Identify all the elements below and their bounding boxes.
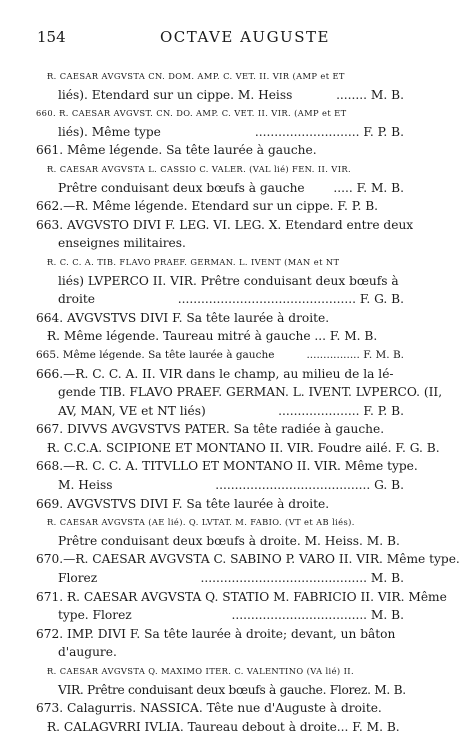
line-text: liés) LVPERCO II. VIR. Prêtre conduisant deux bœufs à	[58, 273, 399, 288]
line-text: 665. Même légende. Sa tête laurée à gauche	[36, 348, 275, 361]
text-line	[36, 718, 404, 737]
text-line	[36, 420, 404, 439]
text-line	[36, 216, 414, 235]
line-text: 666.—Ɍ. C. C. A. II. VIR dans le champ, au milieu de la lé-	[36, 366, 394, 381]
line-text: Florez	[58, 571, 98, 586]
line-text: 672. IMP. DIVI F. Sa tête laurée à droite; devant, un bâton	[36, 626, 396, 641]
line-text: Ɍ. CAESAR AVGVSTA (AE lié). Q. LVTAT. M. FABIO. (VT et AB liés).	[47, 517, 355, 528]
line-text: type. Florez	[58, 608, 132, 623]
line-text: 668.—Ɍ. C. C. A. TITVLLO ET MONTANO II. VIR. Même type.	[36, 459, 418, 474]
text-line	[36, 606, 404, 625]
line-text: VIR. Prêtre conduisant deux bœufs à gauche. Florez. M. B.	[58, 682, 406, 697]
text-line	[36, 495, 404, 514]
line-text: 660. Ɍ. CAESAR AVGVST. CN. DO. AMP. C. VET. II. VIR. (AMP et ET	[36, 108, 347, 119]
text-line	[36, 272, 404, 291]
catalogue-text	[36, 67, 460, 736]
text-line	[36, 104, 404, 123]
page-header	[0, 28, 446, 50]
line-text: 662.—Ɍ. Même légende. Etendard sur un cippe. F. P. B.	[36, 199, 379, 214]
line-text: 671. Ɍ. CAESAR AVGVSTA Q. STATIO M. FABRICIO II. VIR. Même	[36, 589, 447, 604]
text-line	[36, 532, 404, 551]
line-reference: ........ M. B.	[333, 86, 404, 105]
line-text: 667. DIVVS AVGVSTVS PATER. Sa tête radiée à gauche.	[36, 422, 385, 437]
line-reference: ................ F. M. B.	[303, 346, 404, 365]
line-text: liés). Même type	[58, 124, 161, 139]
text-line	[36, 681, 404, 700]
text-line	[36, 699, 404, 718]
text-line	[36, 550, 460, 569]
line-text: AV, MAN, VE et NT liés)	[58, 403, 206, 418]
line-reference: ........................................ G. B.	[212, 476, 404, 495]
line-text: Ɍ. CAESAR AVGVSTA L. CASSIO C. VALER. (VAL lié) FEN. II. VIR.	[47, 163, 352, 174]
text-line	[36, 141, 404, 160]
text-line	[36, 234, 404, 253]
text-line	[36, 160, 404, 179]
text-line	[36, 346, 404, 365]
text-line	[36, 86, 404, 105]
text-line	[36, 625, 404, 644]
line-reference: .............................................. F. G. B.	[175, 290, 404, 309]
page-number: 154	[37, 28, 66, 46]
text-line	[36, 253, 404, 272]
line-text: Ɍ. Même légende. Taureau mitré à gauche ... F. M. B.	[47, 329, 378, 344]
text-line	[36, 383, 443, 402]
text-line	[36, 662, 404, 681]
text-line	[36, 123, 404, 142]
line-reference: ........................... F. P. B.	[252, 123, 404, 142]
text-line	[36, 457, 418, 476]
line-text: Prêtre conduisant deux bœufs à droite. M. Heiss. M. B.	[58, 533, 400, 548]
text-line	[36, 290, 404, 309]
line-text: Ɍ. C.C.A. SCIPIONE ET MONTANO II. VIR. Foudre ailé. F. G. B.	[47, 440, 440, 455]
text-line	[36, 588, 447, 607]
line-text: Prêtre conduisant deux bœufs à gauche	[58, 180, 305, 195]
text-line	[36, 402, 404, 421]
text-line	[36, 309, 404, 328]
line-text: liés). Etendard sur un cippe. M. Heiss	[58, 87, 293, 102]
text-line	[36, 179, 404, 198]
line-text: Ɍ. C. C. A. TIB. FLAVO PRAEF. GERMAN. L. IVENT (MAN et NT	[47, 256, 340, 267]
line-reference: ........................................... M. B.	[197, 569, 404, 588]
line-text: enseignes militaires.	[58, 236, 186, 251]
line-text: Ɍ. CALAGVRRI IVLIA. Taureau debout à droite... F. M. B.	[47, 719, 400, 734]
text-line	[36, 476, 404, 495]
line-reference: ..... F. M. B.	[330, 179, 404, 198]
line-text: droite	[58, 292, 95, 307]
text-line	[36, 513, 404, 532]
text-line	[36, 67, 404, 86]
running-title: OCTAVE AUGUSTE	[160, 28, 330, 46]
line-text: M. Heiss	[58, 478, 113, 493]
line-text: 663. AVGVSTO DIVI F. LEG. VI. LEG. X. Etendard entre deux	[36, 217, 414, 232]
line-text: 673. Calagurris. NASSICA. Tête nue d'Auguste à droite.	[36, 701, 382, 716]
line-reference: ..................... F. P. B.	[275, 402, 404, 421]
text-line	[36, 569, 404, 588]
text-line	[36, 439, 440, 458]
line-text: gende TIB. FLAVO PRAEF. GERMAN. L. IVENT. LVPERCO. (II,	[58, 385, 443, 400]
text-line	[36, 365, 404, 384]
line-text: Ɍ. CAESAR AVGVSTA CN. DOM. AMP. C. VET. II. VIR (AMP et ET	[47, 71, 345, 81]
text-line	[36, 643, 404, 662]
line-text: d'augure.	[58, 645, 117, 660]
line-text: 661. Même légende. Sa tête laurée à gauche.	[36, 143, 317, 158]
text-line	[36, 327, 404, 346]
line-text: 669. AVGVSTVS DIVI F. Sa tête laurée à droite.	[36, 496, 330, 511]
line-text: 664. AVGVSTVS DIVI F. Sa tête laurée à droite.	[36, 310, 330, 325]
line-reference: ................................... M. B.	[228, 606, 404, 625]
line-text: 670.—Ɍ. CAESAR AVGVSTA C. SABINO P. VARO II. VIR. Même type.	[36, 552, 460, 567]
line-text: Ɍ. CAESAR AVGVSTA Q. MAXIMO ITER. C. VALENTINO (VA lié) II.	[47, 666, 354, 676]
text-line	[36, 197, 404, 216]
